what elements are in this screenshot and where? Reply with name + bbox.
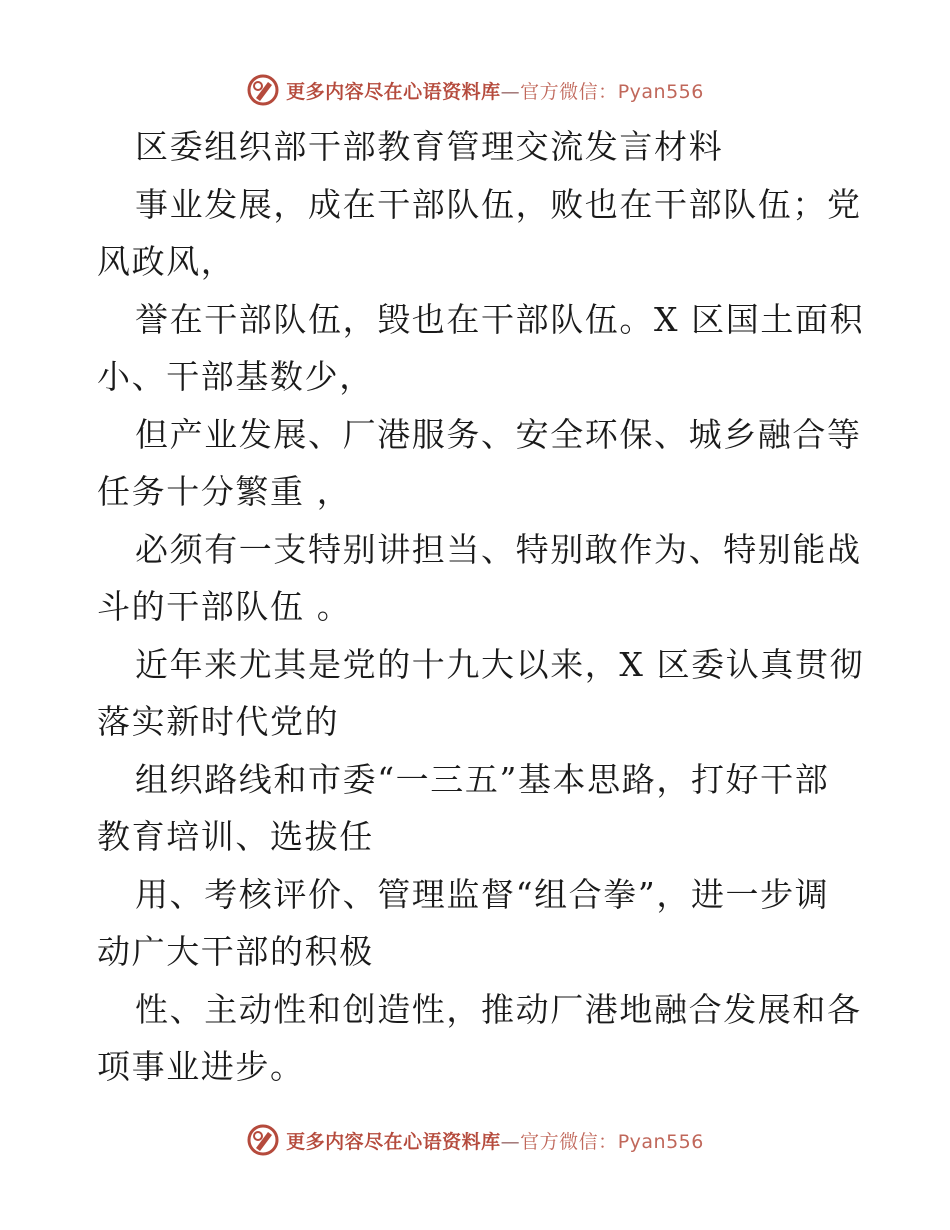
banner-separator: — — [500, 80, 521, 103]
banner-site-text: 更多内容尽在心语资料库 — [286, 80, 501, 103]
footer-banner — [0, 1120, 950, 1160]
paragraph-line: 落实新时代党的 — [97, 702, 340, 741]
banner-wechat-account: Pyan556 — [617, 80, 704, 103]
paragraph-line: 任务十分繁重 ， — [97, 472, 352, 511]
banner-wechat-account: Pyan556 — [617, 1130, 704, 1153]
header-banner — [0, 70, 950, 110]
paragraph-line: 教育培训、选拔任 — [97, 817, 374, 856]
paragraph-line: 近年来尤其是党的十九大以来，X 区委认真贯彻 — [135, 644, 865, 684]
paragraph-line: 誉在干部队伍，毁也在干部队伍。X 区国土面积 — [135, 299, 865, 339]
paragraph-line: 事业发展，成在干部队伍，败也在干部队伍；党 — [135, 184, 862, 224]
banner-separator: — — [500, 1130, 521, 1153]
paragraph-line: 动广大干部的积极 — [97, 932, 374, 971]
document-title: 区委组织部干部教育管理交流发言材料 — [135, 127, 724, 166]
banner-text — [286, 77, 704, 104]
paragraph-line: 但产业发展、厂港服务、安全环保、城乡融合等 — [135, 414, 862, 454]
document-body — [97, 118, 865, 1096]
paragraph-line: 用、考核评价、管理监督“组合拳”，进一步调 — [135, 874, 830, 914]
paragraph-line: 小、干部基数少， — [97, 357, 374, 396]
banner-site-text: 更多内容尽在心语资料库 — [286, 1130, 501, 1153]
banner-wechat-label: 官方微信： — [520, 80, 618, 103]
pen-logo-icon — [246, 73, 280, 107]
paragraph-line: 必须有一支特别讲担当、特别敢作为、特别能战 — [135, 529, 862, 569]
banner-wechat-label: 官方微信： — [520, 1130, 618, 1153]
paragraph-line: 项事业进步。 — [97, 1047, 305, 1086]
paragraph-line: 性、主动性和创造性，推动厂港地融合发展和各 — [135, 989, 862, 1029]
banner-text — [286, 1127, 704, 1154]
paragraph-line: 风政风， — [97, 242, 236, 281]
paragraph-line: 斗的干部队伍 。 — [97, 587, 352, 626]
paragraph-line: 组织路线和市委“一三五”基本思路，打好干部 — [135, 759, 830, 799]
pen-logo-icon — [246, 1123, 280, 1157]
